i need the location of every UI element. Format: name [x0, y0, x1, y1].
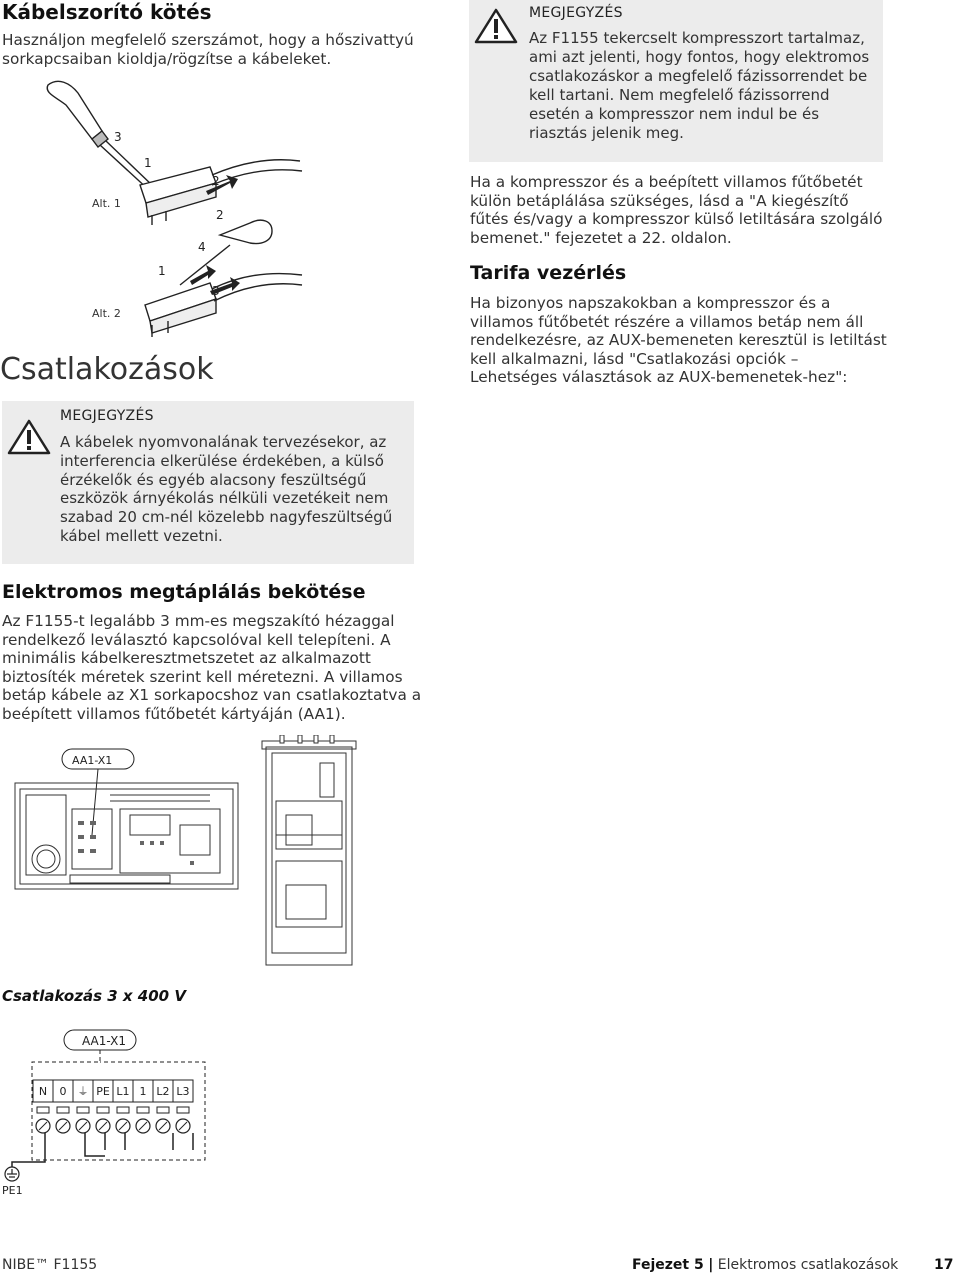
page-number: 17	[934, 1257, 954, 1273]
terminal-7	[173, 1080, 193, 1133]
fig-num: 2	[216, 208, 224, 222]
note-text: A kábelek nyomvonalának tervezésekor, az interferencia elkerülése érdekében, a külső érzékelők és egyéb alacsony feszültségű eszközök árnyékolás nélküli vezetékeit nem szabad 20 cm-nél közelebb nagyfeszültségű kábel mellett vezetni.	[60, 433, 393, 545]
separate-supply-text: Ha a kompresszor és a beépített villamos fűtőbetét külön betáplálása szükséges, lásd a "A kiegészítő fűtés és/vagy a kompresszor külső letiltására szolgáló bemenet." fejezetet a 22. oldalon.	[470, 173, 883, 247]
terminal-label: L3	[176, 1085, 190, 1098]
wiring-title: Csatlakozás 3 x 400 V	[2, 987, 186, 1005]
cable-clamp-text: Használjon megfelelő szerszámot, hogy a hőszivattyú sorkapcsaiban kioldja/rögzítse a kábeleket.	[2, 31, 414, 68]
tarifa-title: Tarifa vezérlés	[470, 262, 627, 284]
tarifa-text: Ha bizonyos napszakokban a kompresszor és a villamos fűtőbetét részére a villamos betáp nem áll rendelkezésre, az AUX-bemeneten keresztül is letiltást kell alkalmazni, lásd "Csatlakozási opciók – Lehetséges választások az AUX-bemenetek-hez":	[470, 294, 887, 387]
cable-clamp-figure	[40, 75, 340, 345]
note-heading: MEGJEGYZÉS	[529, 5, 623, 21]
warning-icon	[474, 8, 518, 44]
footer-chapter	[632, 1257, 898, 1273]
terminal-4	[113, 1080, 133, 1133]
wiring-diagram	[0, 1020, 230, 1200]
terminal-label: ⏚	[77, 1085, 89, 1098]
fig-num: 2	[212, 174, 220, 188]
cable-clamp-title: Kábelszorító kötés	[2, 0, 212, 24]
fig-num: 1	[158, 264, 166, 278]
board-figure	[10, 735, 360, 970]
wiring-callout-label: AA1-X1	[82, 1034, 126, 1048]
terminal-6	[153, 1080, 173, 1133]
terminal-label: 1	[139, 1085, 147, 1098]
fig-alt2-label: Alt. 2	[92, 307, 121, 320]
board-callout-label: AA1-X1	[72, 754, 113, 767]
terminal-3	[93, 1080, 113, 1133]
terminal-5	[133, 1080, 153, 1133]
fig-num: 4	[198, 240, 206, 254]
terminal-label: L1	[116, 1085, 130, 1098]
pe1-label: PE1	[2, 1184, 23, 1197]
terminal-label: 0	[59, 1085, 67, 1098]
warning-icon	[7, 419, 51, 455]
note-text: Az F1155 tekercselt kompresszort tartalmaz, ami azt jelenti, hogy fontos, hogy elektromos csatlakozáskor a megfelelő fázissorrendet be kell tartani. Nem megfelelő fázissorrend esetén a kompresszor nem indul be és riasztás jelenik meg.	[529, 29, 870, 142]
terminal-2	[73, 1080, 93, 1133]
note-heading: MEGJEGYZÉS	[60, 408, 154, 424]
footer-separator: |	[708, 1257, 714, 1273]
power-text: Az F1155-t legalább 3 mm-es megszakító hézaggal rendelkező leválasztó kapcsolóval kell telepíteni. A minimális kábelkeresztmetszetet az alkalmazott biztosíték méretek szerint kell méretezni. A villamos betáp kábele az X1 sorkapocshoz van csatlakoztatva a beépített villamos fűtőbetét kártyáján (AA1).	[2, 612, 422, 723]
connections-title: Csatlakozások	[0, 352, 214, 387]
terminal-label: PE	[96, 1085, 110, 1098]
terminal-label: L2	[156, 1085, 170, 1098]
footer-chapter-number: Fejezet 5	[632, 1257, 704, 1273]
fig-alt1-label: Alt. 1	[92, 197, 121, 210]
terminal-1	[53, 1080, 73, 1133]
ground-icon	[5, 1167, 19, 1181]
footer-brand: NIBE™ F1155	[2, 1257, 98, 1273]
note-box-left	[2, 401, 414, 564]
fig-num: 1	[144, 156, 152, 170]
power-title: Elektromos megtáplálás bekötése	[2, 581, 366, 603]
footer-chapter-title: Elektromos csatlakozások	[717, 1257, 899, 1273]
fig-num: 3	[212, 284, 220, 298]
terminal-0	[33, 1080, 53, 1133]
note-box-right	[469, 0, 883, 162]
fig-num: 3	[114, 130, 122, 144]
terminal-label: N	[38, 1085, 48, 1098]
